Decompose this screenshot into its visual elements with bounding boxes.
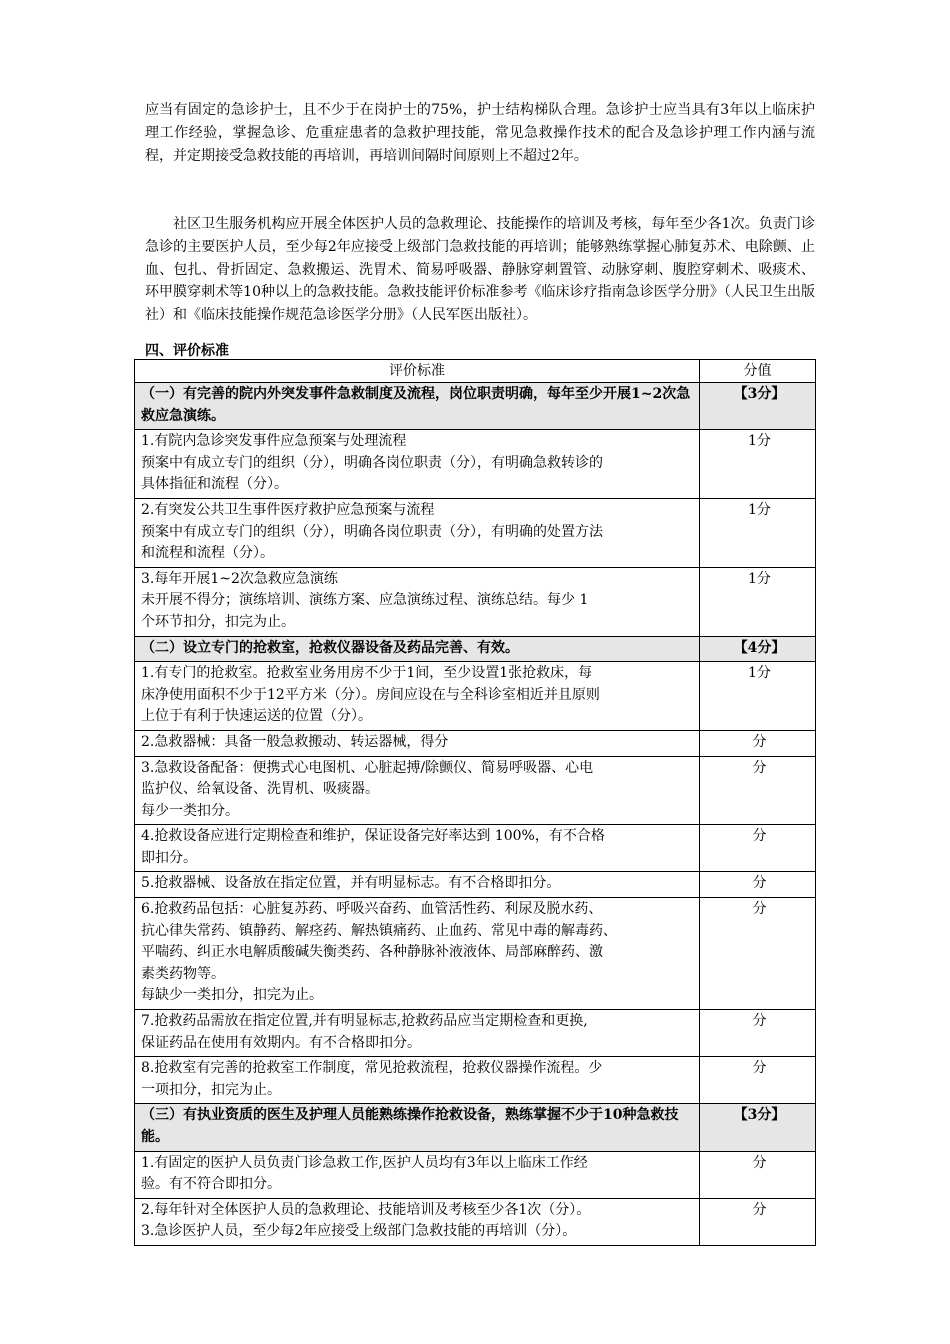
criteria-cell xyxy=(135,825,700,872)
score-cell: 1分 xyxy=(699,430,815,499)
table-row xyxy=(135,1151,816,1198)
criteria-line: 3.急救设备配备：便携式心电图机、心脏起搏/除颤仪、简易呼吸器、心电 xyxy=(141,759,594,776)
criteria-line: 个环节扣分，扣完为止。 xyxy=(141,613,295,630)
criteria-cell xyxy=(135,662,700,731)
score-cell: 分 xyxy=(699,756,815,825)
table-row xyxy=(135,1010,816,1057)
criteria-cell xyxy=(135,567,700,636)
table-row xyxy=(135,756,816,825)
criteria-line: 2.有突发公共卫生事件医疗救护应急预案与流程 xyxy=(141,501,435,518)
criteria-line: 即扣分。 xyxy=(141,849,197,866)
criteria-cell xyxy=(135,1151,700,1198)
criteria-line: 未开展不得分；演练培训、演练方案、应急演练过程、演练总结。每少 1 xyxy=(141,592,589,609)
table-row xyxy=(135,430,816,499)
section-row-1 xyxy=(135,383,816,430)
score-cell: 1分 xyxy=(699,662,815,731)
intro-paragraph-2: 社区卫生服务机构应开展全体医护人员的急救理论、技能操作的培训及考核，每年至少各1次。负责门诊急诊的主要医护人员，至少每2年应接受上级部门急救技能的再培训；能够熟练掌握心肺复苏术、电除颤、止血、包扎、骨折固定、急救搬运、洗胃术、简易呼吸器、静脉穿刺置管、动脉穿刺、腹腔穿刺术、吸痰术、环甲膜穿刺术等10种以上的急救技能。急救技能评价标准参考《临床诊疗指南急诊医学分册》（人民卫生出版社）和《临床技能操作规范急诊医学分册》（人民军医出版社）。 xyxy=(145,216,815,324)
section-title: （二）设立专门的抢救室，抢救仪器设备及药品完善、有效。 xyxy=(135,636,700,662)
score-cell: 分 xyxy=(699,825,815,872)
table-row xyxy=(135,1198,816,1245)
criteria-line: 平喘药、纠正水电解质酸碱失衡类药、各种静脉补液液体、局部麻醉药、激 xyxy=(141,944,603,961)
criteria-line: 6.抢救药品包括：心脏复苏药、呼吸兴奋药、血管活性药、利尿及脱水药、 xyxy=(141,901,603,918)
criteria-line: 预案中有成立专门的组织（分），明确各岗位职责（分），有明确的处置方法 xyxy=(141,523,603,540)
evaluation-table xyxy=(134,359,816,1246)
criteria-line: 每缺少一类扣分，扣完为止。 xyxy=(141,987,323,1004)
criteria-line: 每少一类扣分。 xyxy=(141,802,239,819)
criteria-line: 4.抢救设备应进行定期检查和维护，保证设备完好率达到 100%，有不合格 xyxy=(141,828,605,845)
criteria-header: 评价标准 xyxy=(135,360,700,383)
score-cell: 1分 xyxy=(699,498,815,567)
table-row xyxy=(135,825,816,872)
criteria-line: 7.抢救药品需放在指定位置,并有明显标志,抢救药品应当定期检查和更换, xyxy=(141,1013,588,1030)
score-cell: 分 xyxy=(699,1198,815,1245)
criteria-line: 3.每年开展1~2次急救应急演练 xyxy=(141,570,338,587)
criteria-line: 和流程和流程（分）。 xyxy=(141,545,274,562)
section-row-3 xyxy=(135,1104,816,1151)
criteria-line: 素类药物等。 xyxy=(141,965,225,982)
section-title: （三）有执业资质的医生及护理人员能熟练操作抢救设备，熟练掌握不少于10种急救技能。 xyxy=(135,1104,700,1151)
criteria-cell xyxy=(135,1198,700,1245)
criteria-line: 一项扣分，扣完为止。 xyxy=(141,1081,281,1098)
table-row xyxy=(135,872,816,898)
section-score: 【3分】 xyxy=(699,383,815,430)
score-cell: 分 xyxy=(699,1151,815,1198)
criteria-line: 具体指征和流程（分）。 xyxy=(141,476,288,493)
score-cell: 分 xyxy=(699,1010,815,1057)
criteria-line: 验。有不符合即扣分。 xyxy=(141,1176,281,1193)
table-row xyxy=(135,498,816,567)
criteria-line: 床净使用面积不少于12平方米（分）。房间应设在与全科诊室相近并且原则 xyxy=(141,686,600,703)
criteria-cell xyxy=(135,872,700,898)
intro-paragraph-1: 应当有固定的急诊护士，且不少于在岗护士的75%，护士结构梯队合理。急诊护士应当具有3年以上临床护理工作经验，掌握急诊、危重症患者的急救护理技能，常见急救操作技术的配合及急诊护理工作内涵与流程，并定期接受急救技能的再培训，再培训间隔时间原则上不超过2年。 xyxy=(145,102,815,164)
criteria-cell xyxy=(135,1057,700,1104)
table-header-row xyxy=(135,360,816,383)
table-row xyxy=(135,662,816,731)
criteria-line: 1.有专门的抢救室。抢救室业务用房不少于1间，至少设置1张抢救床，每 xyxy=(141,665,593,682)
section-score: 【3分】 xyxy=(699,1104,815,1151)
criteria-cell xyxy=(135,498,700,567)
criteria-cell xyxy=(135,430,700,499)
criteria-line: 1.有固定的医护人员负责门诊急救工作,医护人员均有3年以上临床工作经 xyxy=(141,1154,588,1171)
score-cell: 分 xyxy=(699,872,815,898)
criteria-line: 保证药品在使用有效期内。有不合格即扣分。 xyxy=(141,1034,421,1051)
criteria-cell xyxy=(135,898,700,1010)
score-cell: 分 xyxy=(699,1057,815,1104)
section-title: （一）有完善的院内外突发事件急救制度及流程，岗位职责明确，每年至少开展1~2次急救应急演练。 xyxy=(135,383,700,430)
criteria-line: 1.有院内急诊突发事件应急预案与处理流程 xyxy=(141,433,407,450)
score-cell: 1分 xyxy=(699,567,815,636)
table-row xyxy=(135,730,816,756)
criteria-line: 2.急救器械：具备一般急救搬动、转运器械，得分 xyxy=(141,733,449,750)
table-row xyxy=(135,567,816,636)
score-cell: 分 xyxy=(699,730,815,756)
criteria-line: 5.抢救器械、设备放在指定位置，并有明显标志。有不合格即扣分。 xyxy=(141,875,561,892)
section-heading: 四、评价标准 xyxy=(145,343,229,359)
section-row-2 xyxy=(135,636,816,662)
criteria-cell xyxy=(135,730,700,756)
criteria-line: 3.急诊医护人员，至少每2年应接受上级部门急救技能的再培训（分）。 xyxy=(141,1223,577,1240)
section-score: 【4分】 xyxy=(699,636,815,662)
criteria-line: 2.每年针对全体医护人员的急救理论、技能培训及考核至少各1次（分）。 xyxy=(141,1201,591,1218)
criteria-line: 监护仪、给氧设备、洗胃机、吸痰器。 xyxy=(141,781,379,798)
criteria-line: 预案中有成立专门的组织（分），明确各岗位职责（分），有明确急救转诊的 xyxy=(141,454,603,471)
criteria-cell xyxy=(135,1010,700,1057)
criteria-cell xyxy=(135,756,700,825)
criteria-line: 抗心律失常药、镇静药、解痉药、解热镇痛药、止血药、常见中毒的解毒药、 xyxy=(141,922,617,939)
score-header: 分值 xyxy=(699,360,815,383)
table-row xyxy=(135,898,816,1010)
criteria-line: 8.抢救室有完善的抢救室工作制度，常见抢救流程，抢救仪器操作流程。少 xyxy=(141,1060,603,1077)
table-row xyxy=(135,1057,816,1104)
criteria-line: 上位于有利于快速运送的位置（分）。 xyxy=(141,708,372,725)
score-cell: 分 xyxy=(699,898,815,1010)
